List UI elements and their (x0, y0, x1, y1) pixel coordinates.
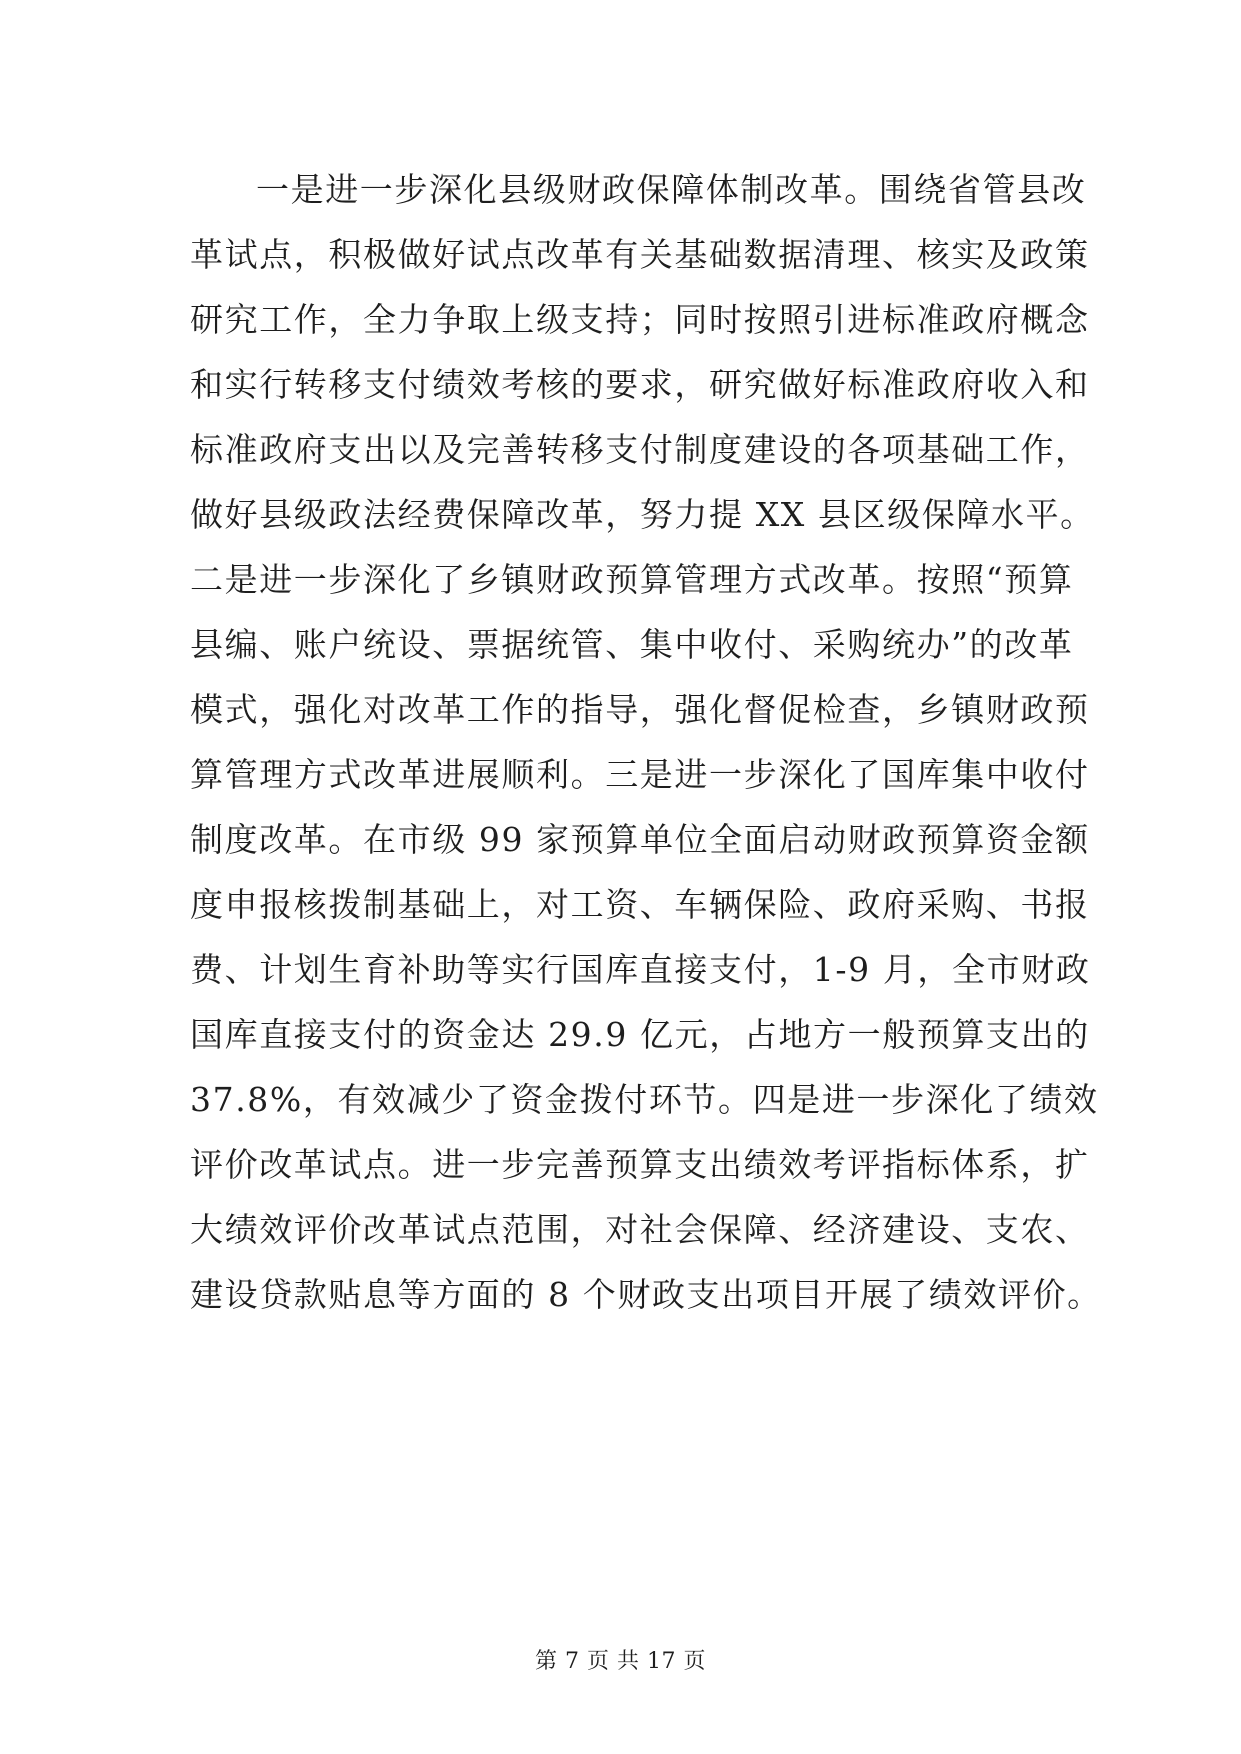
text-line: 制度改革。在市级 99 家预算单位全面启动财政预算资金额 (190, 820, 1090, 859)
text-line: 二是进一步深化了乡镇财政预算管理方式改革。按照“预算 (190, 560, 1074, 599)
text-line: 国库直接支付的资金达 29.9 亿元，占地方一般预算支出的 (190, 1015, 1090, 1054)
text-line: 度申报核拨制基础上，对工资、车辆保险、政府采购、书报 (190, 885, 1090, 924)
text-line: 算管理方式改革进展顺利。三是进一步深化了国库集中收付 (190, 755, 1090, 794)
text-line: 模式，强化对改革工作的指导，强化督促检查，乡镇财政预 (190, 690, 1090, 729)
body-paragraph (190, 157, 1102, 1327)
text-line: 革试点，积极做好试点改革有关基础数据清理、核实及政策 (190, 235, 1090, 274)
text-line: 研究工作，全力争取上级支持；同时按照引进标准政府概念 (190, 300, 1090, 339)
text-line: 费、计划生育补助等实行国库直接支付，1-9 月，全市财政 (190, 950, 1091, 989)
text-line: 和实行转移支付绩效考核的要求，研究做好标准政府收入和 (190, 365, 1090, 404)
text-line: 大绩效评价改革试点范围，对社会保障、经济建设、支农、 (190, 1210, 1090, 1249)
text-line: 县编、账户统设、票据统管、集中收付、采购统办”的改革 (190, 625, 1074, 664)
text-line: 一是进一步深化县级财政保障体制改革。围绕省管县改 (256, 170, 1087, 209)
text-line: 标准政府支出以及完善转移支付制度建设的各项基础工作， (190, 430, 1090, 469)
page-number-footer: 第 7 页 共 17 页 (535, 1649, 706, 1674)
text-line: 评价改革试点。进一步完善预算支出绩效考评指标体系，扩 (190, 1145, 1090, 1184)
text-line: 37.8%，有效减少了资金拨付环节。四是进一步深化了绩效 (190, 1080, 1099, 1119)
text-line: 做好县级政法经费保障改革，努力提 XX 县区级保障水平。 (190, 495, 1095, 534)
text-line: 建设贷款贴息等方面的 8 个财政支出项目开展了绩效评价。 (190, 1275, 1102, 1314)
